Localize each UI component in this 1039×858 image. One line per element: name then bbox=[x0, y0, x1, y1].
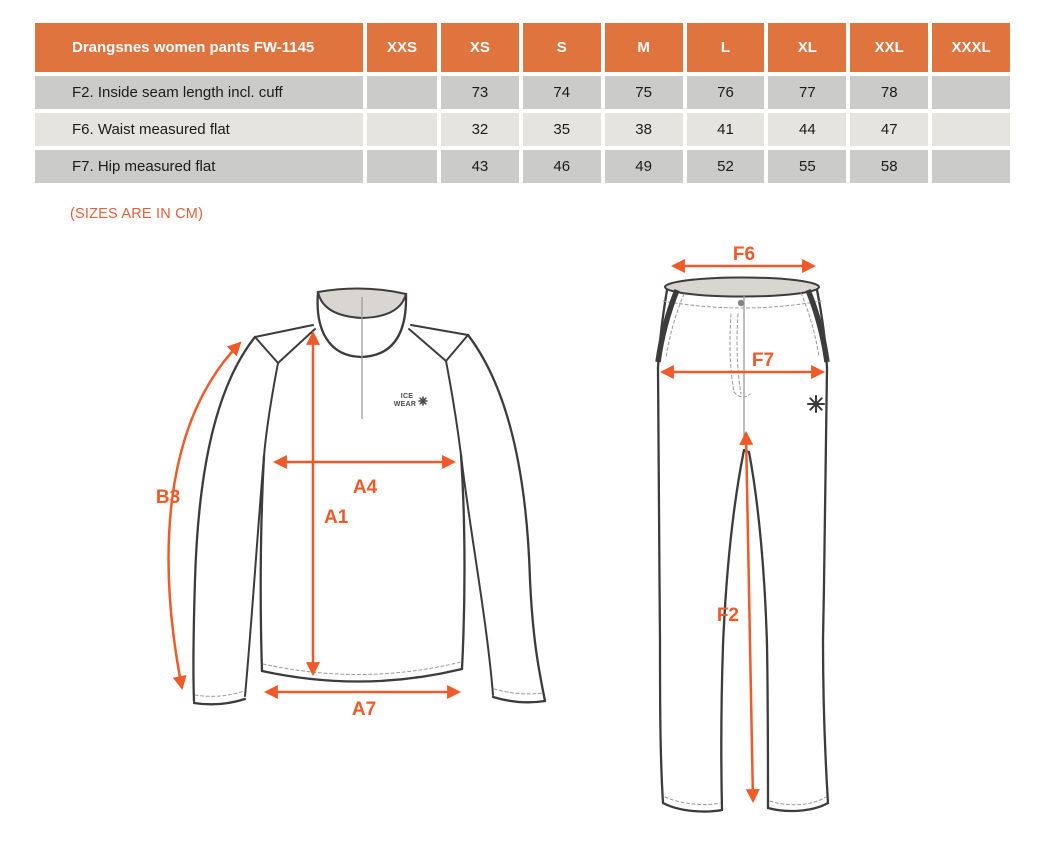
measure-b3-label: B3 bbox=[155, 487, 181, 508]
col-header-xxxl: XXXL bbox=[932, 23, 1010, 72]
body-right-side bbox=[461, 455, 465, 669]
value-cell: 43 bbox=[441, 150, 519, 183]
row-label: F6. Waist measured flat bbox=[35, 113, 363, 146]
size-chart-table bbox=[35, 23, 1010, 187]
left-leg-cuff bbox=[663, 803, 722, 812]
value-cell: 58 bbox=[850, 150, 928, 183]
value-cell: 73 bbox=[441, 76, 519, 109]
value-cell: 77 bbox=[768, 76, 846, 109]
fly-stitch-right bbox=[737, 314, 741, 394]
left-pocket-opening bbox=[658, 290, 677, 362]
left-leg-cuff-stitch bbox=[665, 797, 720, 805]
right-yoke-seam bbox=[409, 325, 468, 361]
left-cuff-stitch bbox=[195, 691, 244, 696]
right-cuff-stitch bbox=[494, 689, 543, 694]
right-raglan-seam bbox=[446, 361, 461, 455]
value-cell bbox=[932, 76, 1010, 109]
pants-snowflake-icon bbox=[808, 396, 824, 412]
body-hem bbox=[262, 669, 462, 682]
value-cell: 35 bbox=[523, 113, 601, 146]
logo-snowflake-icon bbox=[419, 397, 427, 405]
value-cell: 75 bbox=[605, 76, 683, 109]
measure-b3-arrow bbox=[169, 343, 240, 688]
left-pocket-stitch bbox=[666, 294, 684, 358]
col-header-s: S bbox=[523, 23, 601, 72]
waist-button bbox=[738, 300, 744, 306]
value-cell bbox=[367, 76, 437, 109]
value-cell: 76 bbox=[687, 76, 765, 109]
row-label: F2. Inside seam length incl. cuff bbox=[35, 76, 363, 109]
left-sleeve-inner bbox=[245, 456, 264, 696]
right-hip-edge bbox=[817, 290, 827, 368]
icewear-logo bbox=[394, 393, 427, 408]
col-header-xxs: XXS bbox=[367, 23, 437, 72]
right-leg-cuff-stitch bbox=[770, 797, 826, 805]
hem-stitch bbox=[263, 662, 461, 675]
measure-f2-arrow bbox=[746, 433, 753, 801]
value-cell: 52 bbox=[687, 150, 765, 183]
table-row-hip bbox=[35, 150, 1010, 183]
left-leg-outer bbox=[658, 368, 663, 803]
measure-a7-label: A7 bbox=[351, 699, 377, 720]
value-cell bbox=[367, 150, 437, 183]
collar-outline bbox=[318, 292, 406, 357]
right-leg-outer bbox=[823, 368, 828, 803]
crotch-point bbox=[744, 450, 749, 452]
table-header-row bbox=[35, 23, 1010, 72]
logo-text-line1: ICE bbox=[400, 393, 414, 400]
col-header-xs: XS bbox=[441, 23, 519, 72]
value-cell: 47 bbox=[850, 113, 928, 146]
measure-a1-label: A1 bbox=[324, 507, 349, 528]
collar-inner bbox=[318, 288, 406, 318]
row-label: F7. Hip measured flat bbox=[35, 150, 363, 183]
left-sleeve-outer bbox=[193, 337, 255, 701]
waist-seam-stitch bbox=[663, 301, 821, 308]
logo-text-line2: WEAR bbox=[393, 401, 417, 408]
value-cell: 38 bbox=[605, 113, 683, 146]
right-sleeve-inner bbox=[461, 455, 493, 695]
value-cell: 49 bbox=[605, 150, 683, 183]
measure-f6-label: F6 bbox=[732, 244, 756, 265]
table-row-waist bbox=[35, 113, 1010, 146]
right-leg-inner bbox=[749, 452, 768, 808]
body-left-side bbox=[261, 456, 264, 671]
left-hip-edge bbox=[658, 290, 667, 368]
col-header-l: L bbox=[687, 23, 765, 72]
col-header-m: M bbox=[605, 23, 683, 72]
fly-stitch-left bbox=[730, 314, 734, 392]
left-cuff bbox=[194, 699, 245, 704]
value-cell: 78 bbox=[850, 76, 928, 109]
value-cell bbox=[367, 113, 437, 146]
right-cuff bbox=[493, 697, 545, 702]
table-title-cell: Drangsnes women pants FW-1145 bbox=[35, 23, 363, 72]
value-cell: 44 bbox=[768, 113, 846, 146]
value-cell: 41 bbox=[687, 113, 765, 146]
measure-f2-label: F2 bbox=[716, 605, 739, 626]
pants-diagram bbox=[658, 244, 828, 812]
value-cell bbox=[932, 113, 1010, 146]
left-yoke-seam bbox=[255, 325, 315, 363]
measure-f7-label: F7 bbox=[751, 350, 775, 371]
col-header-xxl: XXL bbox=[850, 23, 928, 72]
value-cell bbox=[932, 150, 1010, 183]
value-cell: 74 bbox=[523, 76, 601, 109]
right-pocket-opening bbox=[808, 290, 827, 362]
left-leg-inner bbox=[721, 450, 744, 810]
measure-a4-label: A4 bbox=[352, 477, 378, 498]
table-row-inseam bbox=[35, 76, 1010, 109]
fly-stitch-hook bbox=[734, 392, 750, 397]
left-raglan-seam bbox=[264, 363, 278, 456]
waistband bbox=[665, 278, 819, 297]
right-pocket-stitch bbox=[801, 293, 819, 357]
sizes-unit-note: (SIZES ARE IN CM) bbox=[70, 206, 204, 222]
value-cell: 32 bbox=[441, 113, 519, 146]
value-cell: 46 bbox=[523, 150, 601, 183]
right-leg-cuff bbox=[768, 803, 828, 811]
sweater-diagram bbox=[156, 288, 545, 720]
col-header-xl: XL bbox=[768, 23, 846, 72]
value-cell: 55 bbox=[768, 150, 846, 183]
right-sleeve-outer bbox=[468, 335, 545, 701]
